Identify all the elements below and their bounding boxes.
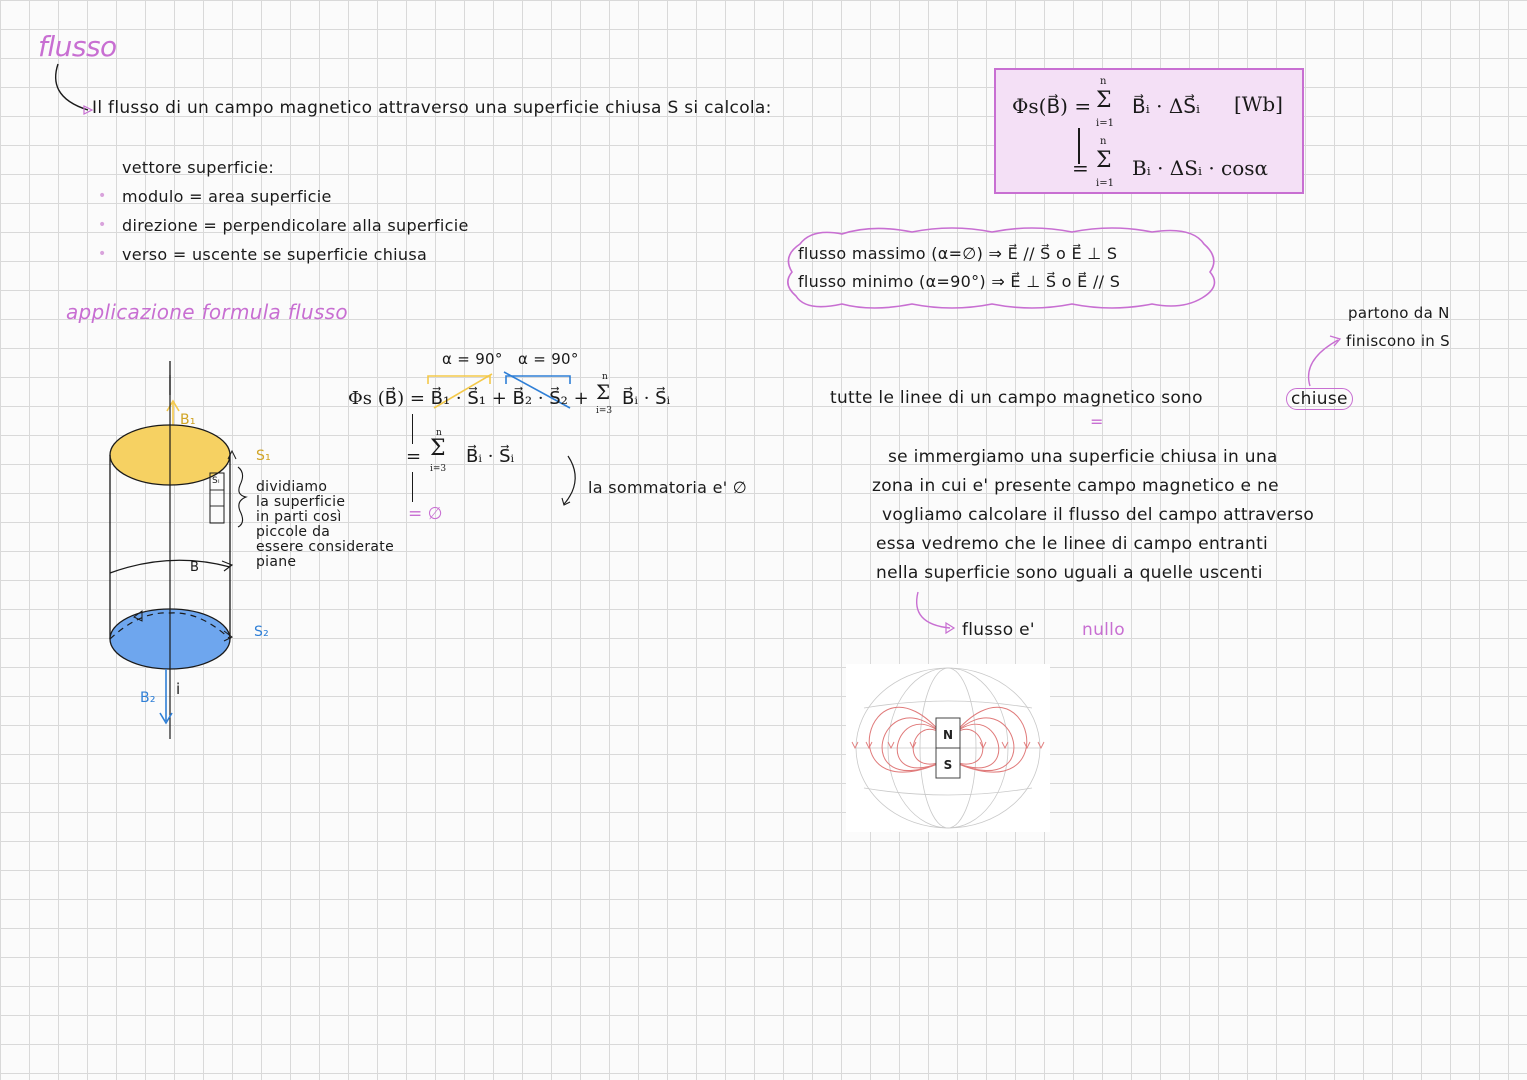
formula-rhs-2: Bᵢ · ΔSᵢ · cosα	[1132, 156, 1269, 180]
cylinder-note-line-3: in parti così	[256, 509, 342, 525]
formula-sigma-1: Σ	[1096, 88, 1112, 113]
cyl-label-s1: S₁	[256, 448, 272, 464]
magnet-field-image	[846, 664, 1050, 832]
formula-sum-bottom-2: i=1	[1096, 178, 1114, 189]
sum-note-brace	[556, 452, 586, 508]
magnet-south-label: S	[943, 758, 953, 772]
equation-result: = ∅	[408, 504, 443, 524]
magnet-field-lines	[846, 664, 1050, 832]
bullet-direzione: • direzione = perpendicolare alla superficie	[122, 216, 469, 235]
page-title: flusso	[38, 30, 117, 63]
cyl-label-s2: S₂	[254, 624, 270, 640]
paragraph-line-4: essa vedremo che le linee di campo entranti	[876, 534, 1269, 554]
equation-sum1-top: n	[602, 372, 608, 382]
closed-lines-text: tutte le linee di un campo magnetico sono	[830, 388, 1203, 408]
formula-eq2: =	[1072, 156, 1089, 180]
flux-max: flusso massimo (α=∅) ⇒ E⃗ // S⃗ o E⃗ ⊥ S	[798, 244, 1118, 263]
equation-eq2: =	[406, 446, 422, 467]
alpha-label-1: α = 90°	[442, 350, 503, 368]
formula-rhs-1: B⃗ᵢ · ΔS⃗ᵢ	[1132, 94, 1200, 118]
paragraph-line-3: vogliamo calcolare il flusso del campo attraverso	[882, 505, 1315, 525]
cyl-label-i: i	[176, 680, 181, 698]
cylinder-note-line-5: essere considerate	[256, 539, 394, 555]
cylinder-note-line-6: piane	[256, 554, 297, 570]
formula-unit: [Wb]	[1234, 92, 1283, 116]
note-arrow	[1298, 330, 1348, 390]
equation-sum2-bottom: i=3	[430, 464, 447, 474]
result-word: nullo	[1082, 620, 1125, 640]
paragraph-line-2: zona in cui e' presente campo magnetico e ne	[872, 476, 1279, 496]
bullet-modulo: • modulo = area superficie	[122, 187, 332, 206]
magnet-north-label: N	[942, 728, 954, 742]
paragraph-line-1: se immergiamo una superficie chiusa in una	[888, 447, 1278, 467]
cloud-outline	[782, 224, 1222, 314]
formula-lhs: Φs(B⃗) =	[1012, 94, 1092, 118]
bullet-verso: • verso = uscente se superficie chiusa	[122, 245, 427, 264]
equation-sum1-term: B⃗ᵢ · S⃗ᵢ	[622, 388, 671, 409]
formula-sigma-2: Σ	[1096, 148, 1112, 173]
formula-sum-top-1: n	[1100, 76, 1107, 87]
equation-bar-2	[412, 472, 413, 502]
equation-bar-1	[412, 414, 413, 444]
application-title: applicazione formula flusso	[66, 300, 348, 324]
cyl-label-b: B	[190, 560, 200, 575]
result-prefix: flusso e'	[962, 620, 1035, 640]
note-finiscono: finiscono in S	[1346, 332, 1450, 350]
equation-sum2-top: n	[436, 428, 442, 438]
cylinder-note-line-2: la superficie	[256, 494, 346, 510]
vector-surface-heading: vettore superficie:	[122, 158, 275, 177]
cylinder-note	[256, 480, 394, 570]
closed-word: chiuse	[1286, 388, 1353, 410]
equation-sum2-sigma: Σ	[430, 436, 446, 461]
equation-sum2-term: B⃗ᵢ · S⃗ᵢ	[466, 446, 515, 467]
cylinder-note-line-4: piccole da	[256, 524, 331, 540]
equals-mark: =	[1090, 412, 1104, 431]
cylinder-note-line-1: dividiamo	[256, 479, 328, 495]
cyl-label-b2: B₂	[140, 690, 156, 706]
result-arrow	[906, 590, 966, 640]
sum-note: la sommatoria e' ∅	[588, 478, 748, 497]
formula-box	[994, 68, 1304, 194]
formula-sum-bottom-1: i=1	[1096, 118, 1114, 129]
equation-line-1: Φs (B⃗) = B⃗₁ · S⃗₁ + B⃗₂ · S⃗₂ +	[348, 388, 589, 409]
alpha-label-2: α = 90°	[518, 350, 579, 368]
equation-sum1-sigma: Σ	[596, 380, 611, 404]
formula-sum-top-2: n	[1100, 136, 1107, 147]
flux-min: flusso minimo (α=90°) ⇒ E⃗ ⊥ S⃗ o E⃗ // S	[798, 272, 1121, 291]
cyl-label-b1: B₁	[180, 412, 196, 428]
intro-text: Il flusso di un campo magnetico attraverso una superficie chiusa S si calcola:	[92, 98, 772, 118]
note-partono: partono da N	[1348, 304, 1450, 322]
cyl-label-si: Sᵢ	[212, 476, 220, 486]
equation-sum1-bottom: i=3	[596, 406, 613, 416]
paragraph-line-5: nella superficie sono uguali a quelle uscenti	[876, 563, 1263, 583]
